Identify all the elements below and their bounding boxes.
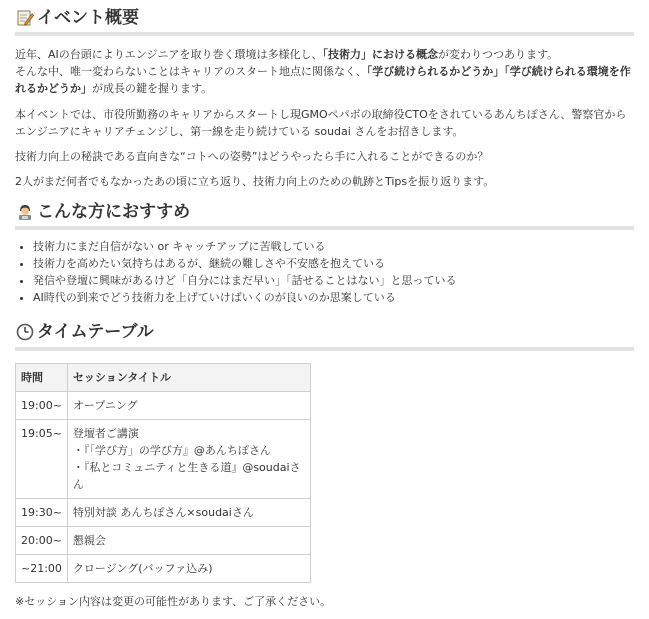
list-item: • 技術力を高めたい気持ちはあるが、継続の難しさや不安感を抱えている <box>33 255 634 272</box>
table-row <box>16 498 311 526</box>
list-item: • 技術力にまだ自信がない or キャッチアップに苦戦している <box>33 238 634 255</box>
session-time: 20:00~ <box>16 527 68 555</box>
session-title-text: 登壇者ご講演 <box>72 426 139 440</box>
timetable-title: タイムテーブル <box>37 322 154 343</box>
column-header-time: 時間 <box>16 363 68 391</box>
session-title <box>67 419 310 498</box>
session-title <box>67 555 310 583</box>
session-title <box>67 527 310 555</box>
recommend-heading <box>15 202 634 230</box>
table-row <box>16 419 311 498</box>
technologist-icon <box>15 202 35 222</box>
session-subtitle: ・『「学び方」の学び方』@あんちぽさん <box>72 443 271 457</box>
list-item: • 発信や登壇に興味があるけど「自分にはまだ早い」「話せることはない」と思っている <box>33 272 634 289</box>
session-time: 19:00~ <box>16 391 68 419</box>
session-time: 19:05~ <box>16 419 68 498</box>
session-subtitle: ・『私とコミュニティと生きる道』@soudaiさん <box>72 460 301 491</box>
timetable-note: ※セッション内容は変更の可能性があります、ご了承ください。 <box>15 595 332 609</box>
table-row <box>16 391 311 419</box>
column-header-title: セッションタイトル <box>67 363 310 391</box>
overview-paragraph-1 <box>15 46 634 97</box>
session-time: ~21:00 <box>16 555 68 583</box>
text-fragment: そんな中、唯一変わらないことはキャリアのスタート地点に関係なく、 <box>15 65 367 79</box>
overview-heading <box>15 0 634 36</box>
text-fragment: が成長の鍵を握ります。 <box>92 82 213 96</box>
session-title <box>67 498 310 526</box>
bold-text: 「学び続けられるかどうか」「学び続けられる環境を作れるかどうか」 <box>15 65 631 96</box>
overview-paragraph-3: 技術力向上の秘訣である直向きな“コトへの姿勢”はどうやったら手に入れることができるのか？ <box>15 149 489 163</box>
session-title <box>67 391 310 419</box>
table-header-row <box>16 363 311 391</box>
overview-paragraph-2: 本イベントでは、市役所勤務のキャリアからスタートし現GMOペパボの取締役CTOをされているあんちぽさん、警察官からエンジニアにキャリアチェンジし、第一線を走り続けている soudai さんをお招きします。 <box>15 107 627 138</box>
session-title-text: オープニング <box>72 398 138 412</box>
session-title-text: 懇親会 <box>72 534 106 548</box>
list-item: • AI時代の到来でどう技術力を上げていけばいくのが良いのか思案している <box>33 289 634 306</box>
overview-paragraph-4: 2人がまだ何者でもなかったあの頃に立ち返り、技術力向上のための軌跡とTipsを振り返ります。 <box>15 174 495 188</box>
table-row <box>16 527 311 555</box>
text-fragment: が変わりつつあります。 <box>438 48 559 62</box>
memo-icon <box>15 8 35 28</box>
timetable-table <box>15 363 311 583</box>
bold-text: 「技術力」における概念 <box>322 48 438 62</box>
overview-title: イベント概要 <box>37 8 139 28</box>
recommend-title: こんな方におすすめ <box>37 201 191 222</box>
session-title-text: 特別対談 あんちぽさん×soudaiさん <box>72 505 254 519</box>
clock-icon <box>15 322 35 342</box>
table-row <box>16 555 311 583</box>
text-fragment: 近年、AIの台頭によりエンジニアを取り巻く環境は多様化し、 <box>15 48 323 62</box>
session-title-text: クロージング(バッファ込み) <box>72 562 213 576</box>
recommend-list <box>15 238 634 306</box>
session-time: 19:30~ <box>16 498 68 526</box>
timetable-heading <box>15 322 634 350</box>
